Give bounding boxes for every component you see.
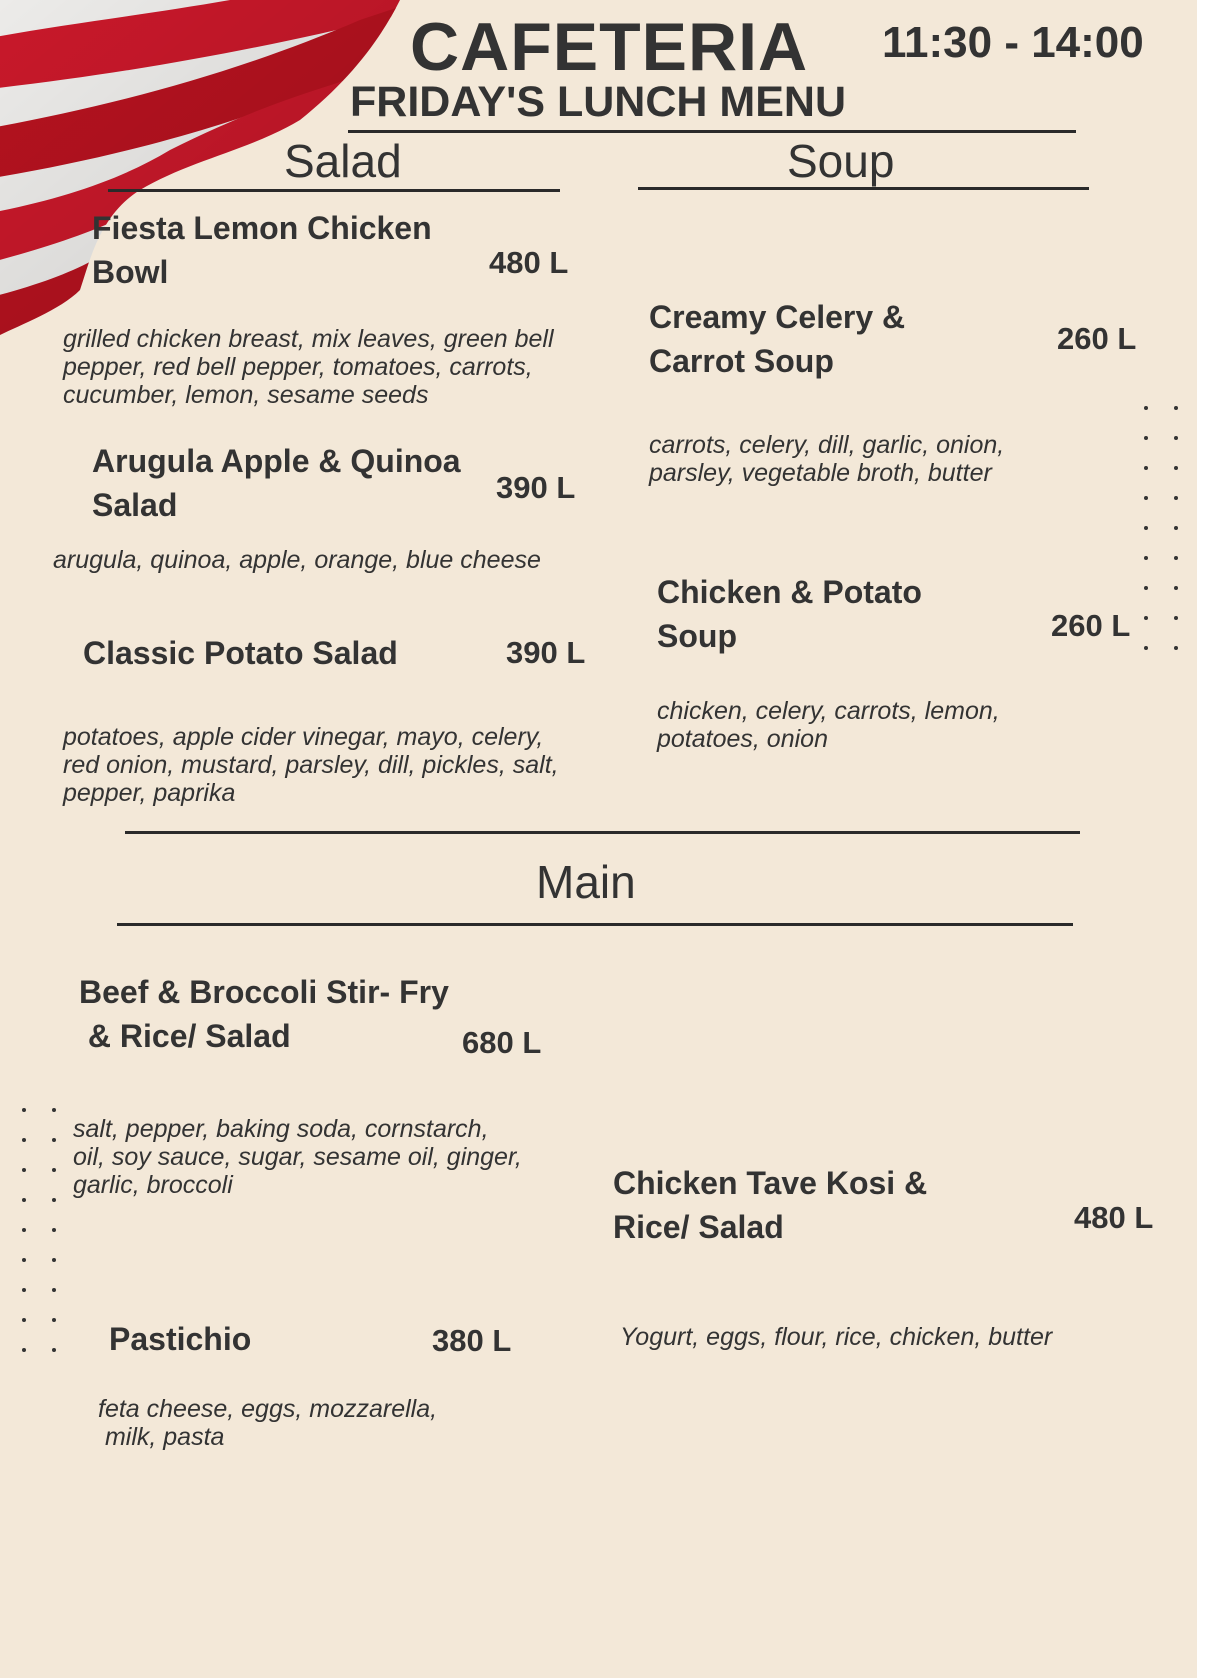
menu-item-description: Yogurt, eggs, flour, rice, chicken, butter [620, 1323, 1053, 1351]
section-title-main: Main [536, 856, 636, 908]
salad-divider [108, 189, 560, 192]
soup-divider [638, 187, 1089, 190]
header-divider [348, 130, 1076, 133]
menu-item-name: Pastichio [109, 1321, 252, 1357]
menu-item-price: 390 L [496, 470, 576, 505]
menu-item-description: chicken, celery, carrots, lemon, potatoes, onion [657, 697, 1000, 753]
menu-subtitle: FRIDAY'S LUNCH MENU [350, 78, 846, 126]
opening-hours: 11:30 - 14:00 [882, 18, 1144, 67]
main-bottom-divider [117, 923, 1073, 926]
menu-item-price: 480 L [1074, 1200, 1154, 1235]
menu-item-name: Arugula Apple & Quinoa Salad [92, 443, 461, 523]
menu-item-price: 260 L [1051, 608, 1131, 643]
menu-item-price: 380 L [432, 1323, 512, 1358]
menu-item-name: Chicken & Potato Soup [657, 574, 922, 654]
menu-item-price: 390 L [506, 635, 586, 670]
menu-item-name: Creamy Celery & Carrot Soup [649, 299, 906, 379]
menu-item-name: Fiesta Lemon Chicken Bowl [92, 210, 432, 290]
menu-item-name: Chicken Tave Kosi & Rice/ Salad [613, 1165, 928, 1245]
menu-item-description: feta cheese, eggs, mozzarella, milk, pasta [98, 1395, 438, 1451]
menu-item-description: salt, pepper, baking soda, cornstarch, oil, soy sauce, sugar, sesame oil, ginger, garlic, broccoli [73, 1115, 522, 1199]
page-title: CAFETERIA [410, 9, 809, 85]
menu-item-description: grilled chicken breast, mix leaves, green bell pepper, red bell pepper, tomatoes, carrots, cucumber, lemon, sesame seeds [63, 325, 554, 409]
menu-item-description: arugula, quinoa, apple, orange, blue cheese [53, 546, 541, 574]
menu-item-price: 260 L [1057, 321, 1137, 356]
menu-item-description: carrots, celery, dill, garlic, onion, parsley, vegetable broth, butter [649, 431, 1005, 487]
dot-grid-icon [22, 1108, 56, 1352]
dot-grid-icon [1144, 406, 1178, 650]
menu-item-name: Beef & Broccoli Stir- Fry & Rice/ Salad [79, 974, 449, 1054]
menu-item-name: Classic Potato Salad [83, 635, 398, 671]
section-title-salad: Salad [284, 135, 402, 187]
menu-item-price: 480 L [489, 245, 569, 280]
section-title-soup: Soup [787, 135, 895, 187]
menu-item-price: 680 L [462, 1025, 542, 1060]
menu-item-description: potatoes, apple cider vinegar, mayo, celery, red onion, mustard, parsley, dill, pickles, salt, pepper, paprika [63, 723, 559, 807]
main-top-divider [125, 831, 1080, 834]
